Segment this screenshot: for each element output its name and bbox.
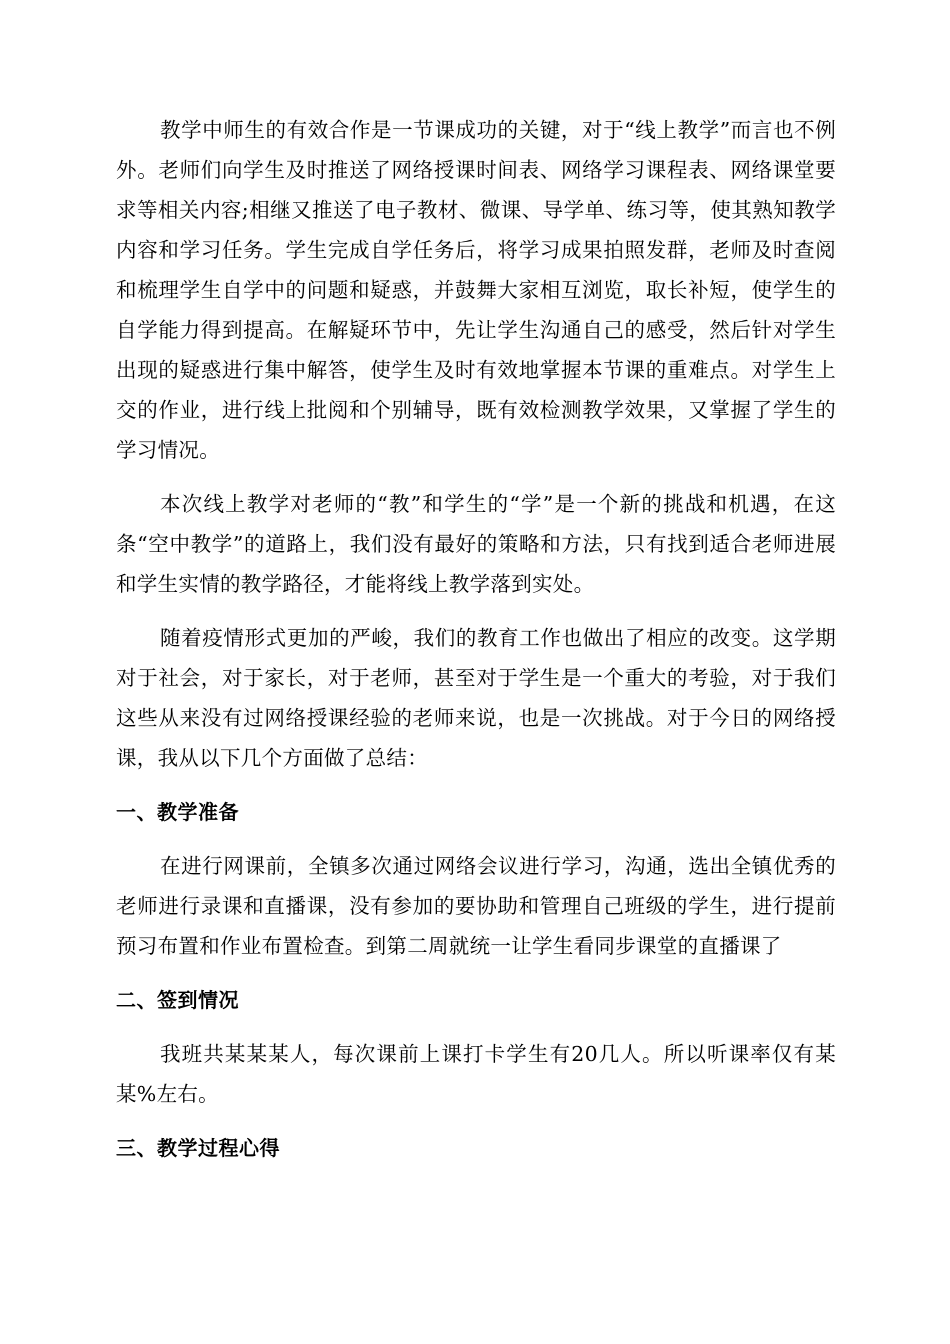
document-page bbox=[116, 110, 836, 1182]
intro-paragraph-3: 随着疫情形式更加的严峻，我们的教育工作也做出了相应的改变。这学期对于社会，对于家长，对于老师，甚至对于学生是一个重大的考验，对于我们这些从来没有过网络授课经验的老师来说，也是一次挑战。对于今日的网络授课，我从以下几个方面做了总结： bbox=[116, 626, 836, 770]
section-heading-attendance: 二、签到情况 bbox=[116, 988, 239, 1012]
section-body-teaching-preparation: 在进行网课前，全镇多次通过网络会议进行学习，沟通，选出全镇优秀的老师进行录课和直播课，没有参加的要协助和管理自己班级的学生，进行提前预习布置和作业布置检查。到第二周就统一让学生看同步课堂的直播课了 bbox=[116, 854, 836, 958]
section-heading-teaching-preparation: 一、教学准备 bbox=[116, 800, 239, 824]
section-heading-teaching-process: 三、教学过程心得 bbox=[116, 1136, 280, 1160]
section-body-attendance: 我班共某某某人，每次课前上课打卡学生有20几人。所以听课率仅有某某%左右。 bbox=[116, 1042, 836, 1106]
intro-paragraph-1: 教学中师生的有效合作是一节课成功的关键，对于“线上教学”而言也不例外。老师们向学生及时推送了网络授课时间表、网络学习课程表、网络课堂要求等相关内容;相继又推送了电子教材、微课、导学单、练习等，使其熟知教学内容和学习任务。学生完成自学任务后，将学习成果拍照发群，老师及时查阅和梳理学生自学中的问题和疑惑，并鼓舞大家相互浏览，取长补短，使学生的自学能力得到提高。在解疑环节中，先让学生沟通自己的感受，然后针对学生出现的疑惑进行集中解答，使学生及时有效地掌握本节课的重难点。对学生上交的作业，进行线上批阅和个别辅导，既有效检测教学效果，又掌握了学生的学习情况。 bbox=[116, 118, 836, 462]
intro-paragraph-2: 本次线上教学对老师的“教”和学生的“学”是一个新的挑战和机遇，在这条“空中教学”的道路上，我们没有最好的策略和方法，只有找到适合老师进展和学生实情的教学路径，才能将线上教学落到实处。 bbox=[116, 492, 836, 596]
